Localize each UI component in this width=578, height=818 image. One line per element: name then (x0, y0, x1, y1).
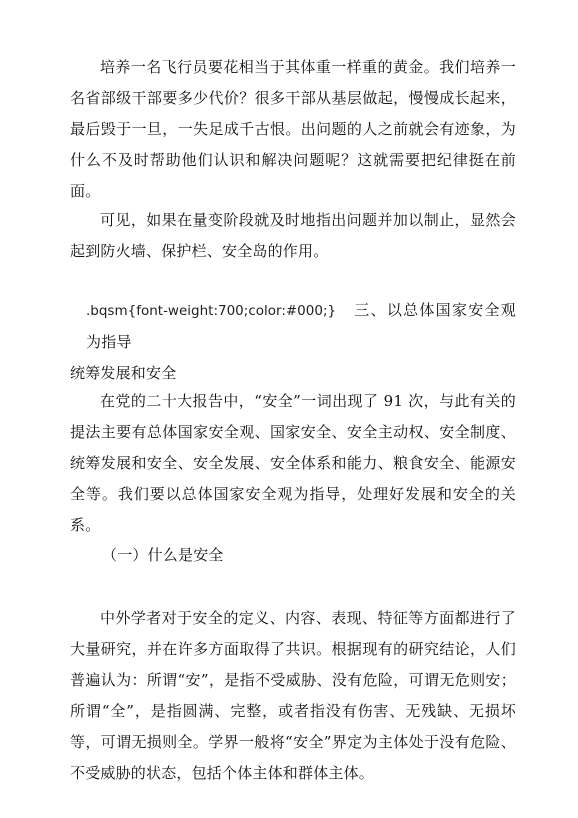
heading-line-two: 统筹发展和安全 (70, 364, 177, 382)
section-heading-three (70, 295, 516, 389)
heading-line-one: 三、以总体国家安全观为指导 (86, 301, 516, 351)
leaked-css-text: .bqsm{font-weight:700;color:#000;} (86, 303, 337, 319)
paragraph-pilot-cost: 培养一名飞行员要花相当于其体重一样重的黄金。我们培养一名省部级干部要多少代价？很多干部从基层做起，慢慢成长起来，最后毁于一旦，一失足成千古恨。出问题的人之前就会有迹象，为什么不及时帮助他们认识和解决问题呢？这就需要把纪律挺在前面。 (70, 58, 516, 200)
paragraph-firewall: 可见，如果在量变阶段就及时地指出问题并加以制止，显然会起到防火墙、保护栏、安全岛的作用。 (70, 211, 516, 260)
paragraph-security-definition: 中外学者对于安全的定义、内容、表现、特征等方面都进行了大量研究，并在许多方面取得了共识。根据现有的研究结论，人们普遍认为：所谓“安”，是指不受威胁、没有危险，可谓无危则安；所谓“全”，是指圆满、完整，或者指没有伤害、无残缺、无损坏等，可谓无损则全。学界一般将“安全”界定为主体处于没有危险、不受威胁的状态，包括个体主体和群体主体。 (70, 609, 516, 782)
subheading-what-is-security: （一）什么是安全 (102, 546, 224, 564)
paragraph-twentieth-congress: 在党的二十大报告中，“安全”一词出现了 91 次，与此有关的提法主要有总体国家安全观、国家安全、安全主动权、安全制度、统筹发展和安全、安全发展、安全体系和能力、粮食安全、能源安全等。我们要以总体国家安全观为指导，处理好发展和安全的关系。 (70, 392, 516, 534)
